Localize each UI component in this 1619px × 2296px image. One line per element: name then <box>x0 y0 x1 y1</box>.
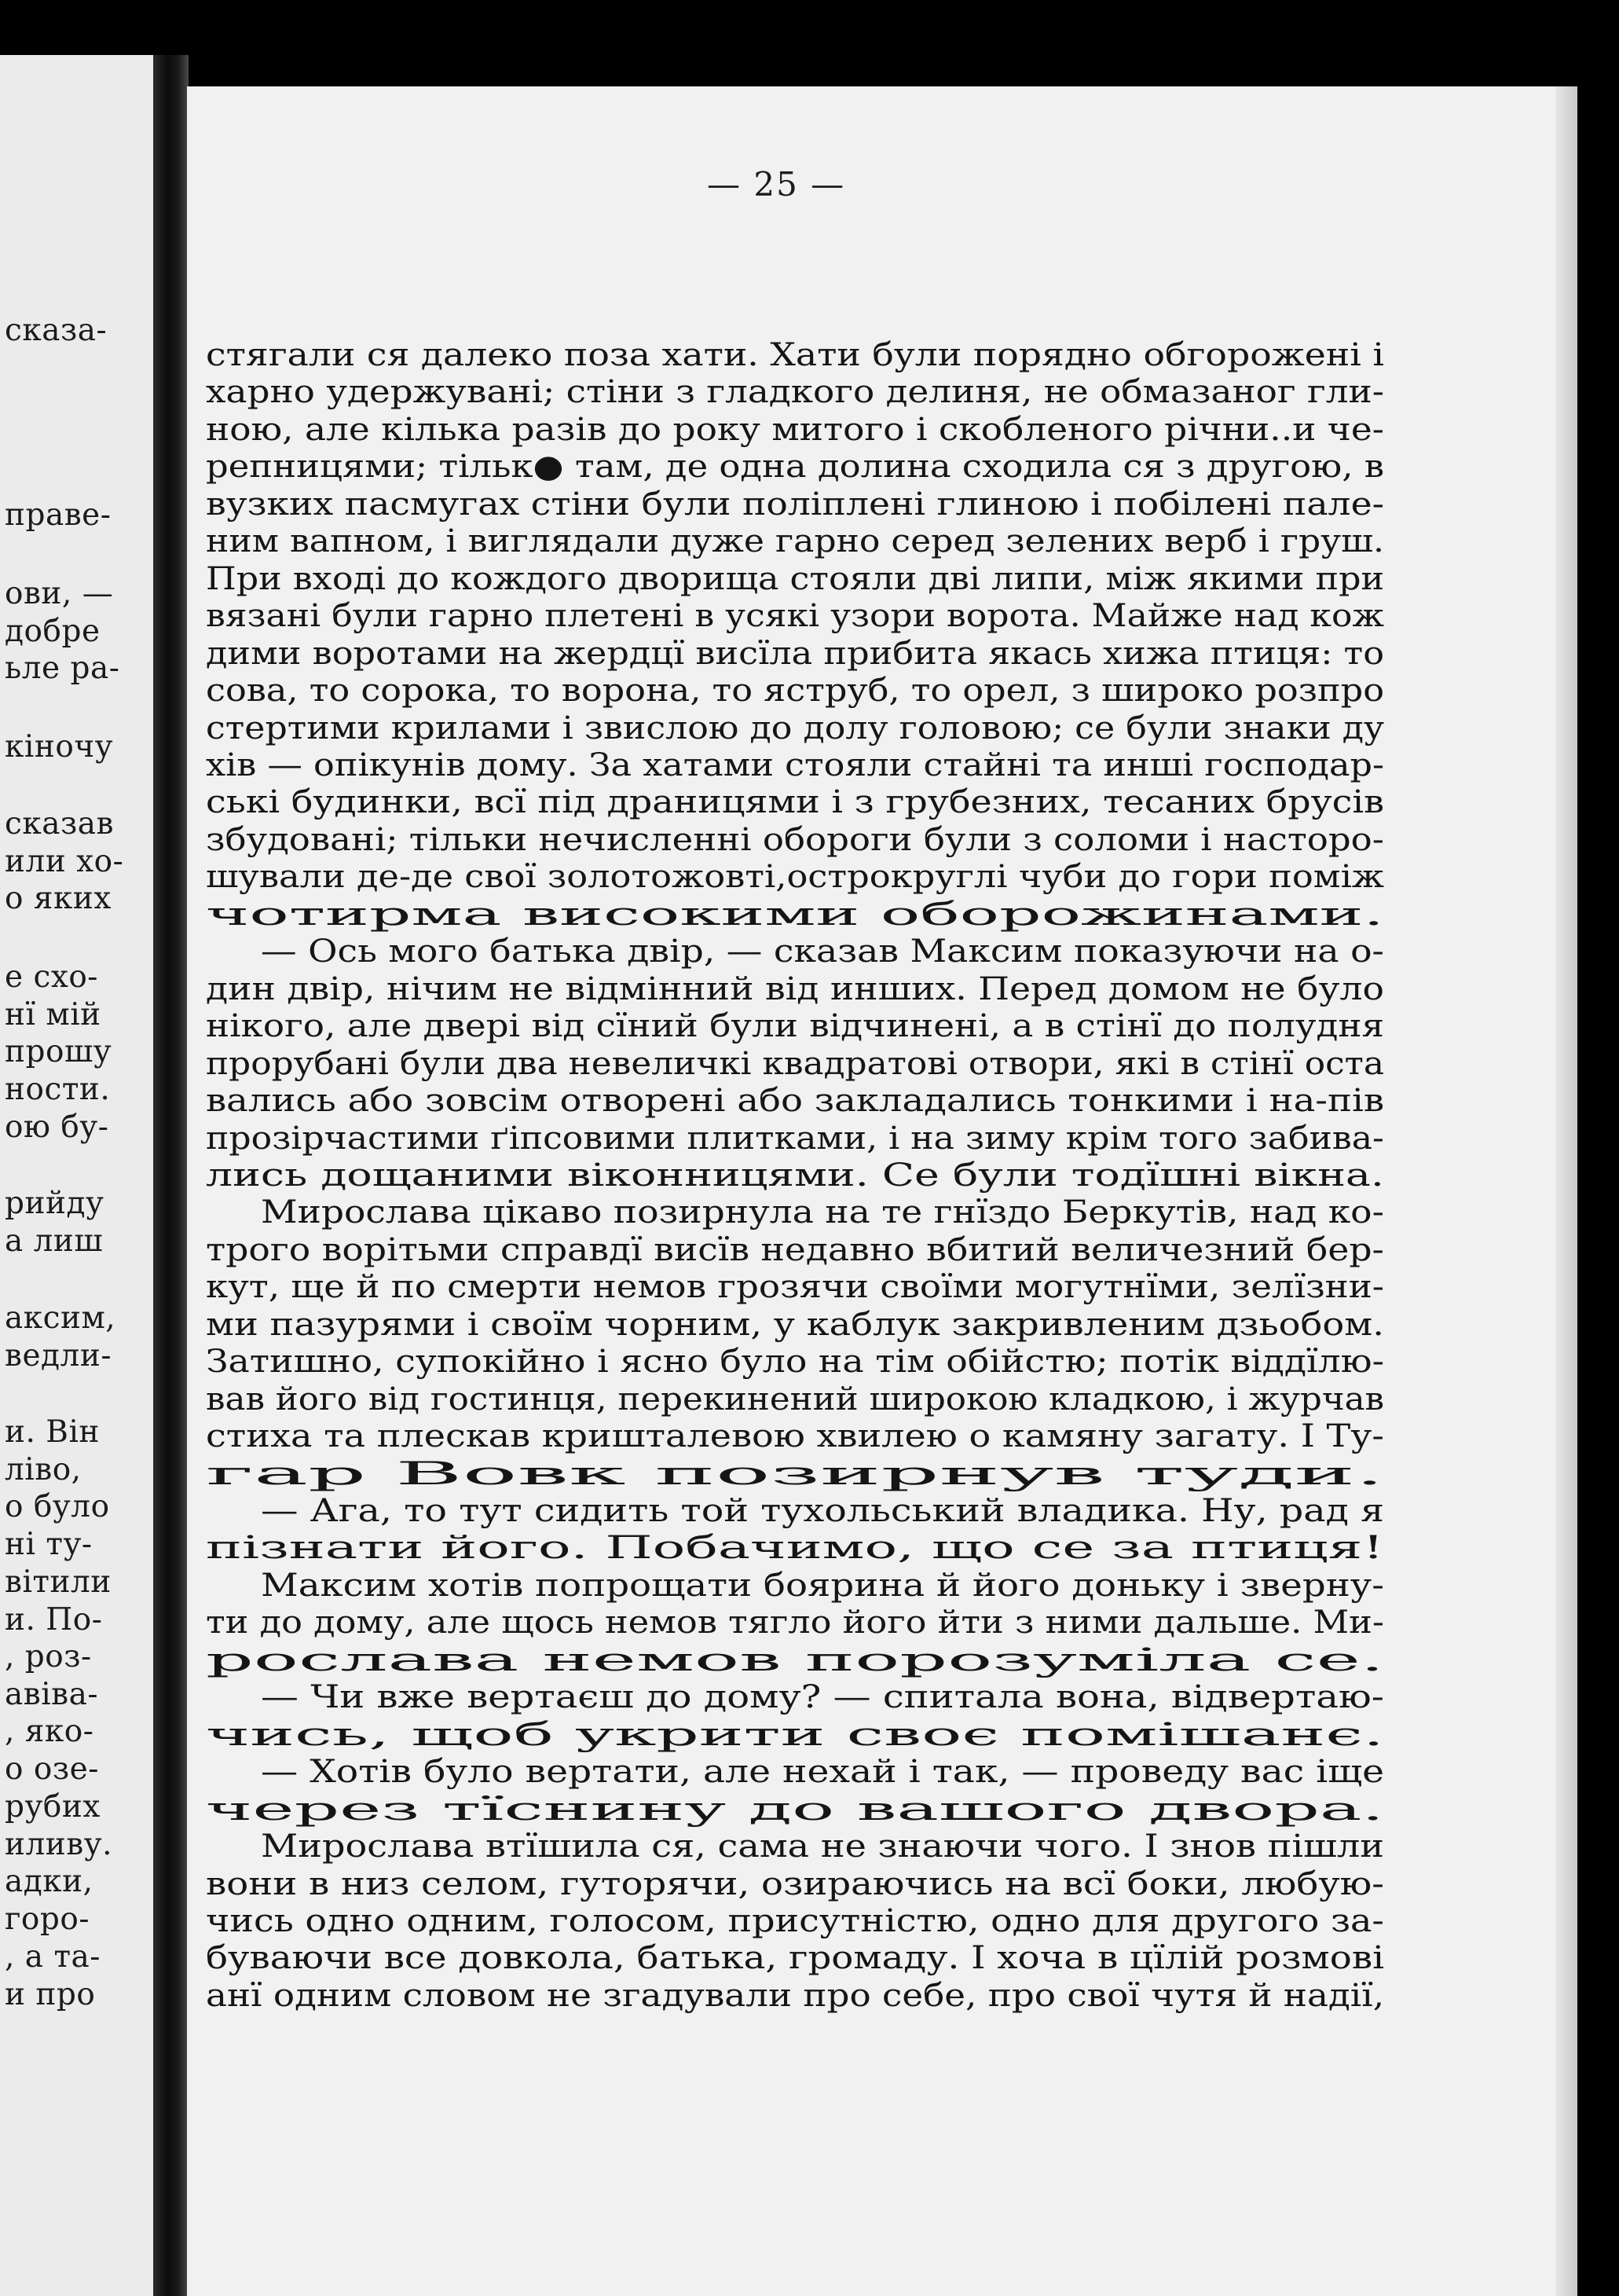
text-line: харно удержувані; стіни з гладкого делиня, не обмазаног гли- <box>206 374 1384 410</box>
left-page-line: прошу <box>5 1034 112 1069</box>
left-page-line: , роз- <box>5 1639 92 1674</box>
text-line: вались або зовсім отворені або закладались тонкими і на-пів <box>206 1083 1385 1119</box>
left-page-line: рубих <box>5 1789 101 1825</box>
left-page-line: о яких <box>5 881 112 916</box>
text-line: чись, щоб укрити своє помішанє. <box>206 1717 1385 1753</box>
left-page-line: нї мій <box>5 997 101 1032</box>
text-line: нікого, але двері від сїний були відчинені, а в стінї до полудня <box>206 1008 1384 1044</box>
text-line: вав його від гостинця, перекинений широкою кладкою, і журчав <box>206 1381 1385 1418</box>
text-line: ми пазурями і своїм чорним, у каблук закривленим дзьобом. <box>206 1307 1384 1343</box>
left-page-line: ліво, <box>5 1452 82 1487</box>
text-line: ські будинки, всї під драницями і з грубезних, тесаних брусів <box>206 784 1384 820</box>
text-line: чись одно одним, голосом, присутністю, одно для другого за- <box>206 1903 1384 1939</box>
left-page-line: а лиш <box>5 1223 104 1259</box>
left-page-line: сказа- <box>5 313 108 348</box>
left-page-line: о було <box>5 1489 110 1524</box>
text-line: вони в низ селом, гуторячи, озираючись на всї боки, любую- <box>206 1866 1384 1902</box>
text-line: вязані були гарно плетені в усякі узори ворота. Майже над кож <box>206 598 1384 634</box>
left-page-line: вітили <box>5 1564 112 1600</box>
text-line: прозірчастими ґіпсовими плитками, і на зиму крім того забива- <box>206 1120 1384 1157</box>
left-page-line: иливу. <box>5 1827 113 1862</box>
text-line: кут, ще й по смерти немов грозячи своїми могутнїми, зелїзни- <box>206 1269 1385 1305</box>
text-line: Максим хотів попрощати боярина й його доньку і зверну- <box>261 1568 1384 1604</box>
text-line: лись дощаними віконницями. Се були тодїшні вікна. <box>206 1157 1384 1194</box>
left-page-line: ьле ра- <box>5 651 120 686</box>
text-line: хів — опікунів дому. За хатами стояли стайні та инші господар- <box>206 747 1385 783</box>
left-page-line: или хо- <box>5 844 124 879</box>
left-page-line: о озе- <box>5 1751 99 1787</box>
text-line: буваючи все довкола, батька, громаду. І хоча в цїлій розмові <box>206 1940 1384 1976</box>
text-line: сова, то сорока, то ворона, то яструб, то орел, з широко розпро <box>206 673 1385 709</box>
left-page-line: сказав <box>5 806 114 842</box>
text-line: Мирослава цікаво позирнула на те гнїздо Беркутів, над ко- <box>261 1194 1384 1231</box>
text-line: через тїснину до вашого двора. <box>206 1792 1384 1828</box>
text-line: — Чи вже вертаєш до дому? — спитала вона, відвертаю- <box>261 1679 1384 1715</box>
left-page-line: , а та- <box>5 1939 101 1975</box>
text-line: дими воротами на жердцї висїла прибита якась хижа птиця: то <box>206 636 1385 672</box>
text-line: — Хотів було вертати, але нехай і так, — проведу вас іще <box>261 1754 1385 1790</box>
text-line: ним вапном, і виглядали дуже гарно серед зелених верб і груш. <box>206 523 1385 559</box>
text-line: — Ага, то тут сидить той тухольський владика. Ну, рад я <box>261 1493 1384 1529</box>
text-line: стиха та плескав кришталевою хвилею о камяну загату. І Ту- <box>206 1418 1384 1454</box>
text-line: гар Вовк позирнув туди. <box>206 1456 1385 1492</box>
text-line: стертими крилами і звислою до долу головою; се були знаки ду <box>206 710 1385 746</box>
left-page-line: ови, — <box>5 576 114 611</box>
left-page-line: адки, <box>5 1864 93 1899</box>
left-page-line: , яко- <box>5 1714 94 1749</box>
page-number: — 25 — <box>707 165 846 204</box>
text-line: збудовані; тільки нечисленні обороги були з соломи і насторо- <box>206 822 1384 858</box>
left-page-line: и про <box>5 1977 96 2012</box>
page-edge-shadow <box>1555 86 1577 2296</box>
book-gutter <box>153 55 189 2296</box>
text-line: ти до дому, але щось немов тягло його йти з ними дальше. Ми- <box>206 1605 1384 1641</box>
text-line: пізнати його. Побачимо, що се за птиця! <box>206 1530 1384 1566</box>
left-page-line: добре <box>5 614 101 649</box>
text-line: трого ворітьми справдї висїв недавно вбитий величезний бер- <box>206 1232 1384 1268</box>
text-line: — Ось мого батька двір, — сказав Максим показуючи на о- <box>261 933 1384 970</box>
text-line: рослава немов порозуміла се. <box>206 1642 1385 1678</box>
left-page-line: аксим, <box>5 1300 116 1336</box>
left-page-line: и. Він <box>5 1414 100 1450</box>
left-page-line: горо- <box>5 1902 90 1937</box>
text-line: вузких пасмугах стіни були поліплені глиною і побілені пале- <box>206 486 1385 523</box>
text-line: дин двір, нічим не відмінний від инших. Перед домом не було <box>206 971 1384 1007</box>
text-line: шували де-де свої золотожовті,острокруглі чуби до гори поміж <box>206 859 1384 895</box>
left-page-line: праве- <box>5 497 112 533</box>
text-line: При вході до кождого дворища стояли дві липи, між якими при <box>206 561 1385 597</box>
left-page-line: ведли- <box>5 1338 112 1374</box>
left-page-line: е схо- <box>5 959 98 995</box>
text-line: Мирослава втїшила ся, сама не знаючи чого. І знов пішли <box>261 1828 1384 1865</box>
left-page-line: рийду <box>5 1186 104 1221</box>
text-line: стягали ся далеко поза хати. Хати були порядно обгорожені і <box>206 337 1385 373</box>
text-line: чотирма високими оборожинами. <box>206 897 1384 933</box>
text-line: репницями; тільк● там, де одна долина сходила ся з другою, в <box>206 449 1385 485</box>
left-page-line: ности. <box>5 1072 111 1107</box>
left-page-line: и. По- <box>5 1602 103 1638</box>
text-line: прорубані були два невеличкі квадратові отвори, які в стінї оста <box>206 1046 1385 1082</box>
text-line: ною, але кілька разів до року митого і скобленого річни..и че- <box>206 412 1385 448</box>
left-page-line: ою бу- <box>5 1109 109 1145</box>
left-page-line: авіва- <box>5 1677 99 1712</box>
text-line: Затишно, супокійно і ясно було на тім обійстю; потік віддїлю- <box>206 1344 1385 1380</box>
left-page-line: ні ту- <box>5 1527 93 1562</box>
text-line: анї одним словом не згадували про себе, про свої чутя й надії, <box>206 1978 1385 2014</box>
left-page-line: кіночу <box>5 729 114 765</box>
